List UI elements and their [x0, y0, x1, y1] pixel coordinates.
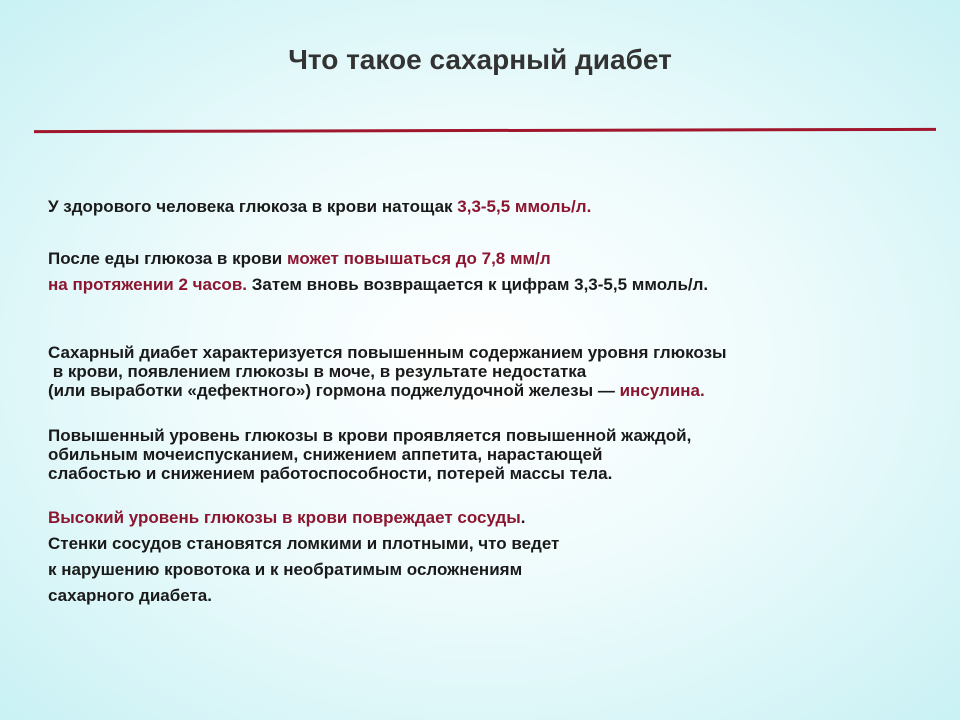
- text-line: обильным мочеиспусканием, снижением аппетита, нарастающей: [48, 445, 603, 464]
- text-span: (или выработки «дефектного») гормона поджелудочной железы —: [48, 381, 620, 400]
- highlight-span: инсулина.: [619, 381, 705, 400]
- text-line: слабостью и снижением работоспособности, потерей массы тела.: [48, 464, 613, 483]
- highlight-span: на протяжении 2 часов.: [48, 275, 247, 294]
- paragraph-vessels: [48, 505, 559, 609]
- highlight-span: может повышаться до 7,8 мм/л: [286, 249, 551, 268]
- highlight-span: 3,3-5,5 ммоль/л.: [457, 197, 592, 216]
- paragraph-symptoms: [48, 426, 691, 483]
- title-divider: [34, 128, 936, 133]
- slide-title: Что такое сахарный диабет: [288, 44, 672, 75]
- text-span: .: [520, 508, 526, 527]
- text-line: в крови, появлением глюкозы в моче, в результате недостатка: [48, 362, 587, 381]
- text-span: После еды глюкоза в крови: [48, 249, 287, 268]
- highlight-span: Высокий уровень глюкозы в крови повреждает сосуды: [48, 508, 521, 527]
- paragraph-definition: [48, 343, 727, 400]
- text-span: У здорового человека глюкоза в крови натощак: [48, 197, 458, 216]
- text-line: [48, 381, 727, 400]
- paragraph-after-meal-line2: [48, 275, 708, 294]
- paragraph-after-meal-line1: [48, 249, 551, 268]
- text-line: Повышенный уровень глюкозы в крови проявляется повышенной жаждой,: [48, 426, 692, 445]
- paragraph-healthy-glucose: [48, 197, 591, 216]
- text-line: сахарного диабета.: [48, 586, 212, 605]
- text-line: Сахарный диабет характеризуется повышенным содержанием уровня глюкозы: [48, 343, 727, 362]
- text-line: к нарушению кровотока и к необратимым осложнениям: [48, 560, 523, 579]
- text-span: Затем вновь возвращается к цифрам 3,3-5,5 ммоль/л.: [247, 275, 709, 294]
- text-line: Стенки сосудов становятся ломкими и плотными, что ведет: [48, 534, 560, 553]
- text-line: [48, 505, 559, 531]
